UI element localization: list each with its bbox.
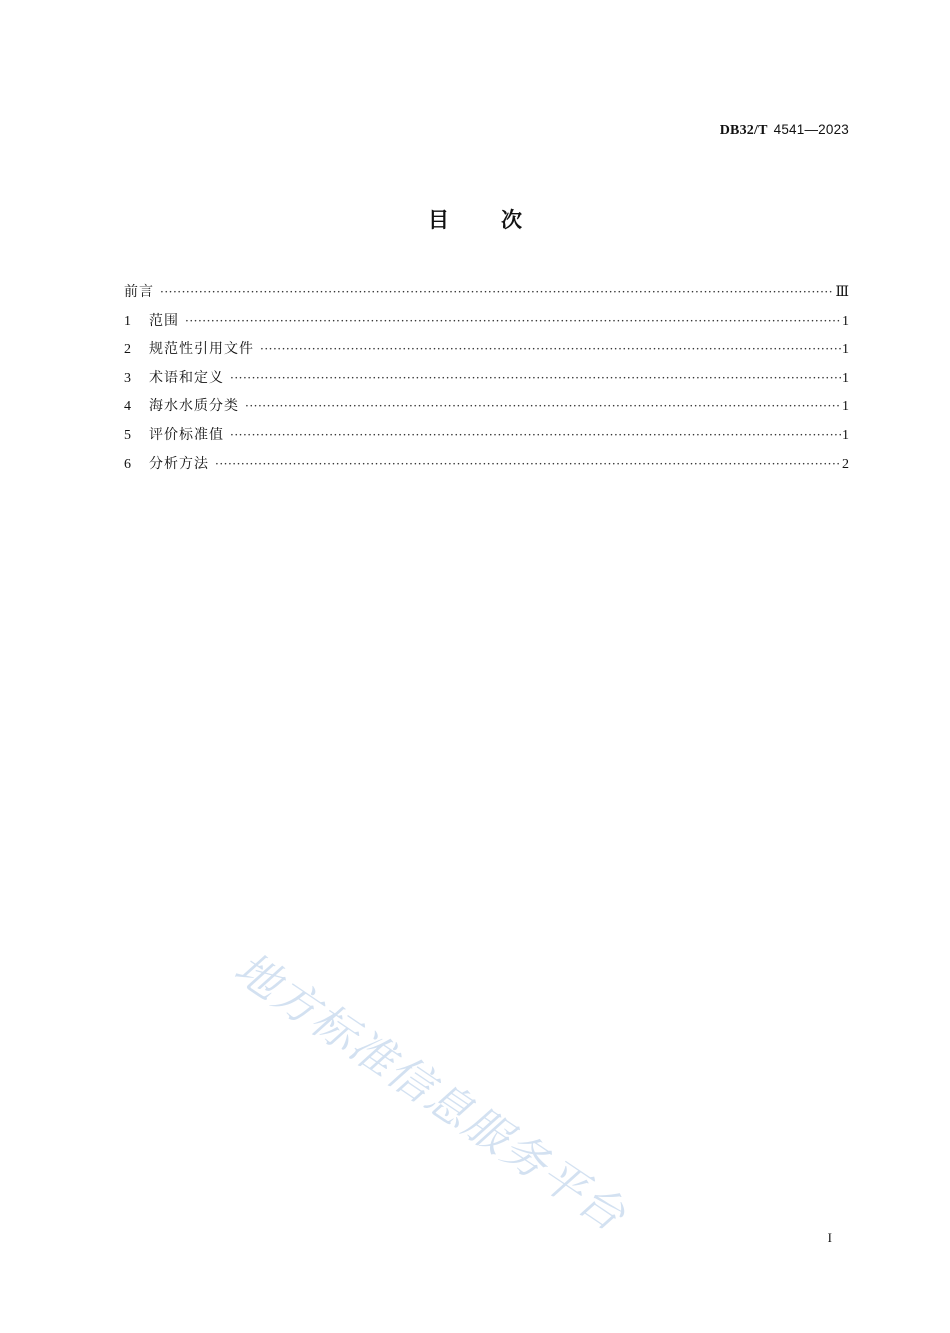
toc-entry-page: 2	[842, 456, 849, 472]
toc-leader-dots	[245, 399, 841, 413]
toc-entry-seawater-classification[interactable]	[124, 395, 849, 424]
toc-entry-page: Ⅲ	[835, 285, 849, 300]
toc-entry-evaluation-standards[interactable]	[124, 424, 849, 453]
toc-entry-page: 1	[842, 427, 849, 443]
toc-entry-label: 术语和定义	[149, 369, 224, 386]
toc-entry-number: 5	[124, 427, 131, 443]
toc-entry-page: 1	[842, 370, 849, 386]
toc-leader-dots	[160, 285, 834, 299]
toc-entry-number: 6	[124, 456, 131, 472]
standard-prefix: DB32/T	[719, 123, 768, 138]
standard-code	[720, 122, 849, 139]
toc-entry-label: 分析方法	[149, 455, 209, 472]
toc-entry-normative-references[interactable]	[124, 338, 849, 367]
toc-entry-label: 范围	[149, 312, 179, 329]
toc-entry-number: 4	[124, 399, 131, 415]
toc-leader-dots	[230, 428, 841, 442]
page-number: I	[827, 1230, 832, 1245]
toc-entry-analysis-methods[interactable]	[124, 453, 849, 482]
toc-leader-dots	[260, 342, 841, 356]
toc-entry-label: 规范性引用文件	[149, 341, 254, 358]
standard-number: 4541—2023	[773, 122, 849, 137]
toc-entry-label: 海水水质分类	[149, 398, 239, 415]
toc-leader-dots	[185, 314, 841, 328]
toc-entry-terms-definitions[interactable]	[124, 367, 849, 396]
toc-entry-scope[interactable]	[124, 310, 849, 339]
toc-entry-page: 1	[842, 399, 849, 415]
table-of-contents	[124, 281, 849, 481]
toc-entry-page: 1	[842, 313, 849, 329]
toc-leader-dots	[215, 457, 841, 471]
toc-entry-number: 2	[124, 342, 131, 358]
toc-entry-label: 前言	[124, 284, 154, 300]
toc-entry-page: 1	[842, 342, 849, 358]
toc-entry-number: 3	[124, 370, 131, 386]
toc-title: 目次	[428, 208, 574, 232]
watermark: 地方标准信息服务平台	[225, 942, 636, 1243]
toc-entry-foreword[interactable]	[124, 281, 849, 310]
toc-entry-label: 评价标准值	[149, 426, 224, 443]
toc-leader-dots	[230, 371, 841, 385]
toc-entry-number: 1	[124, 313, 131, 329]
